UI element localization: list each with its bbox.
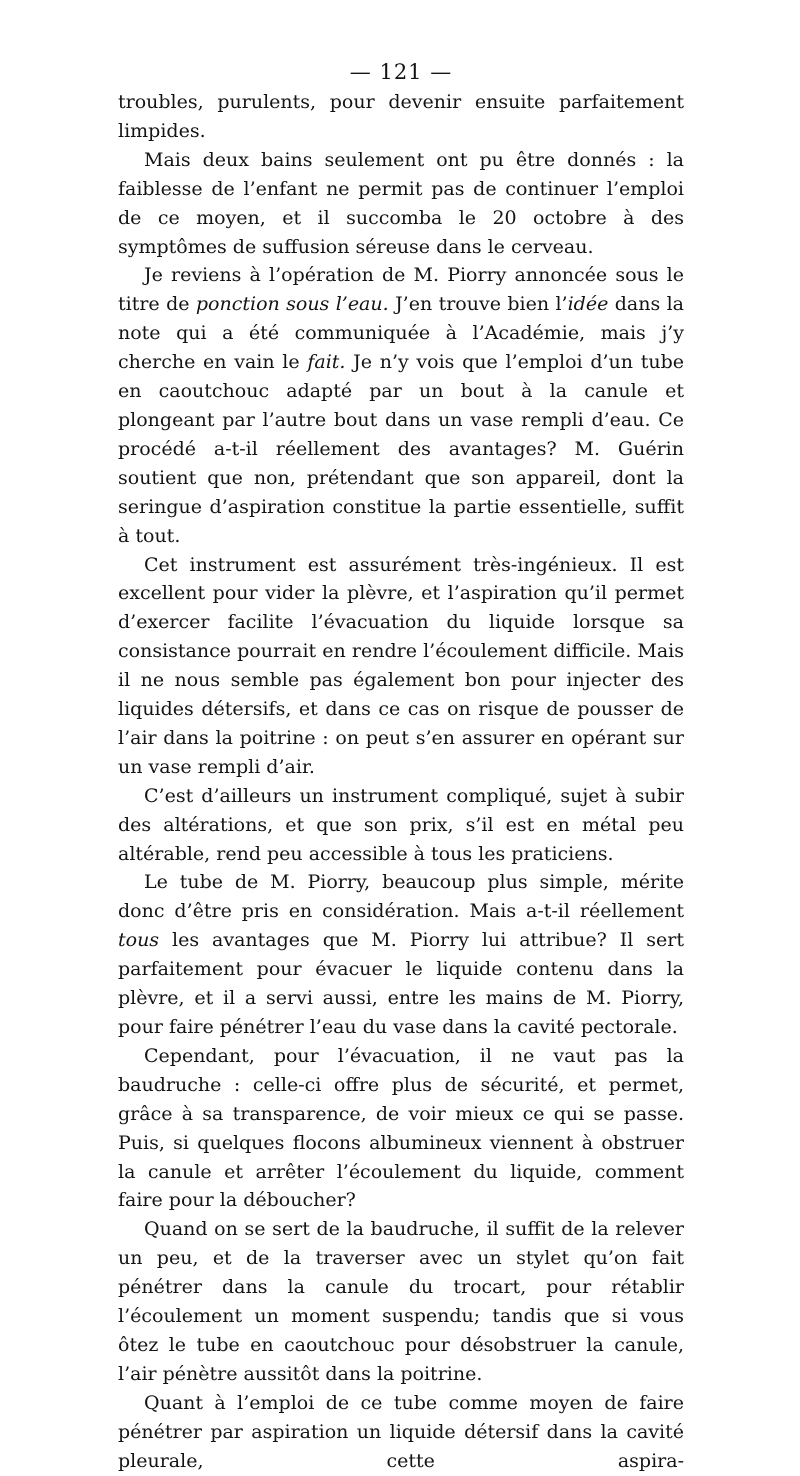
text-run: Je n’y vois que l’emploi d’un tube en caoutchouc adapté par un bout à la canule et plongeant par l’autre bout dans un vase rempli d’eau. Ce procédé a-t-il réellement des avantages? M. Guérin soutient que non, prétendant que son appareil, dont la seringue d’aspiration constitue la partie essentielle, suffit à tout. (118, 351, 684, 547)
text-run: Je reviens à l’opération de M. Piorry annoncée sous le titre de (118, 264, 684, 316)
page-number: — 121 — (349, 60, 453, 84)
text-run: Quand on se sert de la baudruche, il suffit de la relever un peu, et de la traverser avec un stylet qu’on fait pénétrer dans la canule du trocart, pour rétablir l’écoulement un moment suspendu; tandis que si vous ôtez le tube en caoutchouc pour désobstruer la canule, l’air pénètre aussitôt dans la poitrine. (118, 1218, 684, 1385)
paragraph (118, 868, 684, 1041)
italic-text-run: idée (567, 293, 609, 316)
text-run: Le tube de M. Piorry, beaucoup plus simple, mérite donc d’être pris en considération. Mais a-t-il réellement (118, 871, 684, 923)
paragraph (118, 782, 684, 869)
italic-text-run: tous (118, 929, 160, 952)
paragraph (118, 261, 684, 550)
text-run: les avantages que M. Piorry lui attribue? Il sert parfaitement pour évacuer le liquide contenu dans la plèvre, et il a servi aussi, entre les mains de M. Piorry, pour faire pénétrer l’eau du vase dans la cavité pectorale. (118, 929, 684, 1038)
paragraph (118, 1215, 684, 1388)
paragraph (118, 88, 684, 146)
text-run: J’en trouve bien l’ (388, 293, 568, 316)
text-run: Quant à l’emploi de ce tube comme moyen de faire pénétrer par aspiration un liquide détersif dans la cavité pleurale, cette aspira- (118, 1391, 684, 1472)
text-run: Cet instrument est assurément très-ingénieux. Il est excellent pour vider la plèvre, et l’aspiration qu’il permet d’exercer facilite l’évacuation du liquide lorsque sa consistance pourrait en rendre l’écoulement difficile. Mais il ne nous semble pas également bon pour injecter des liquides détersifs, et dans ce cas on risque de pousser de l’air dans la poitrine : on peut s’en assurer en opérant sur un vase rempli d’air. (118, 553, 684, 778)
text-run: dans la note qui a été communiquée à l’Académie, mais j’y cherche en vain le (118, 293, 684, 374)
italic-text-run: ponction sous l’eau. (195, 293, 389, 316)
paragraph (118, 146, 684, 262)
paragraph (118, 1389, 684, 1476)
italic-text-run: fait. (307, 351, 346, 374)
text-run: troubles, purulents, pour devenir ensuite parfaitement limpides. (118, 91, 684, 142)
body-text (118, 88, 684, 1476)
text-run: C’est d’ailleurs un instrument compliqué, sujet à subir des altérations, et que son prix, s’il est en métal peu altérable, rend peu accessible à tous les praticiens. (118, 784, 684, 865)
book-page (118, 58, 684, 1476)
text-run: Mais deux bains seulement ont pu être donnés : la faiblesse de l’enfant ne permit pas de continuer l’emploi de ce moyen, et il succomba le 20 octobre à des symptômes de suffusion séreuse dans le cerveau. (118, 148, 684, 258)
text-run: Cependant, pour l’évacuation, il ne vaut pas la baudruche : celle-ci offre plus de sécurité, et permet, grâce à sa transparence, de voir mieux ce qui se passe. Puis, si quelques flocons albumineux viennent à obstruer la canule et arrêter l’écoulement du liquide, comment faire pour la déboucher? (118, 1044, 684, 1212)
paragraph (118, 1042, 684, 1215)
paragraph (118, 551, 684, 782)
